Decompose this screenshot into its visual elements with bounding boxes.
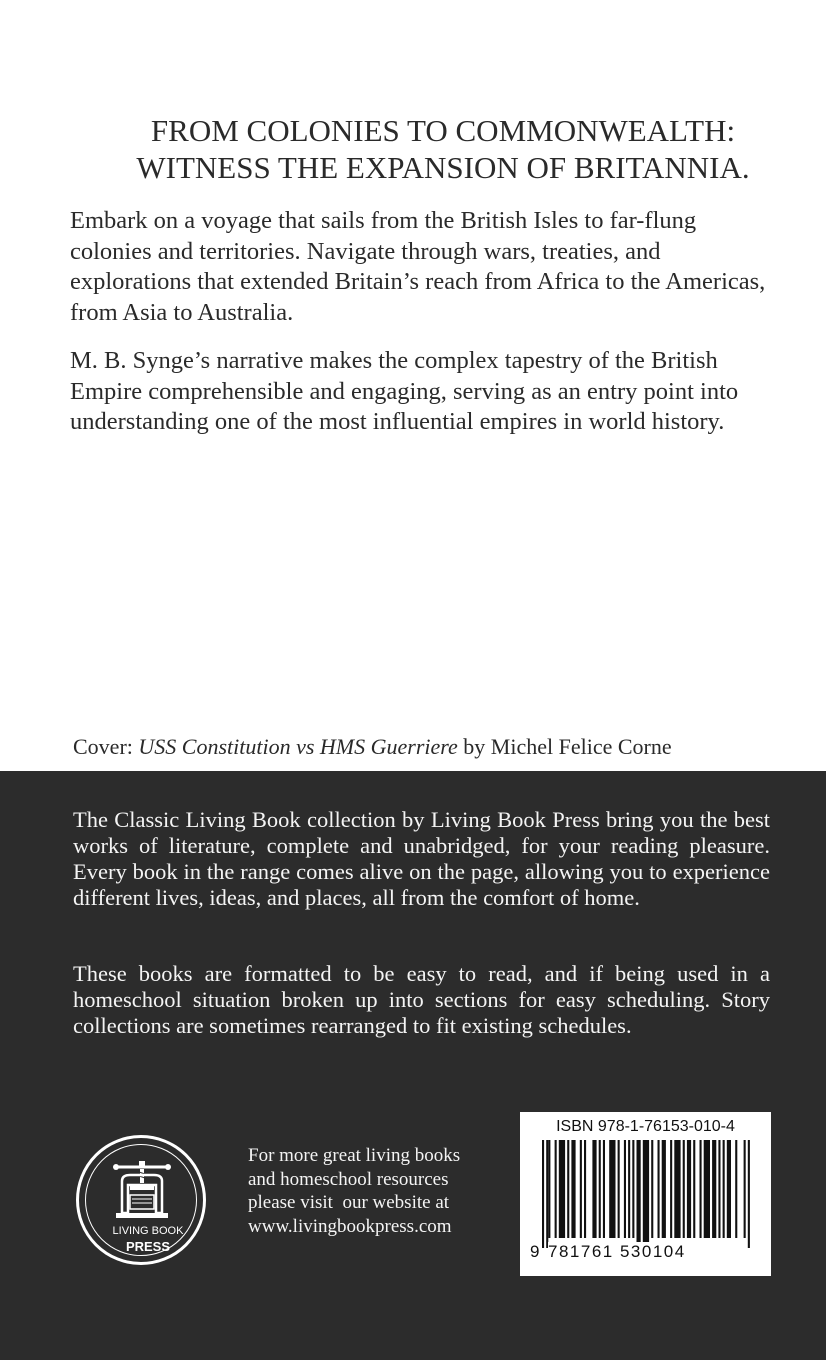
barcode-bar — [567, 1140, 569, 1238]
isbn-barcode — [520, 1112, 771, 1276]
barcode-bar — [723, 1140, 725, 1238]
barcode-bar — [727, 1140, 731, 1238]
barcode-bar — [555, 1140, 557, 1238]
logo-text-line-1: LIVING BOOK — [112, 1225, 184, 1237]
barcode-bar — [624, 1140, 626, 1238]
barcode-bar — [670, 1140, 672, 1238]
isbn-label: ISBN 978-1-76153-010-4 — [556, 1118, 735, 1135]
back-cover-bottom — [0, 771, 826, 1360]
logo-text-line-2: PRESS — [125, 1239, 171, 1254]
barcode-bar — [674, 1140, 680, 1238]
publisher-logo — [76, 1135, 206, 1265]
barcode-bar — [584, 1140, 586, 1238]
visit-line-3: please visit our website at — [248, 1192, 450, 1213]
description-paragraph-2: M. B. Synge’s narrative makes the complex tapestry of the British Empire comprehensible and engaging, serving as an entry point into understanding one of the most influential empires in world history. — [70, 347, 739, 435]
headline-line-2: WITNESS THE EXPANSION OF BRITANNIA. — [136, 150, 750, 185]
headline-line-1: FROM COLONIES TO COMMONWEALTH: — [150, 113, 736, 148]
barcode-bar — [683, 1140, 685, 1238]
barcode-bar — [744, 1140, 746, 1238]
cover-credit-prefix: Cover: — [73, 734, 139, 759]
barcode-bar — [704, 1140, 710, 1238]
barcode-bars — [534, 1140, 758, 1252]
description-paragraph-1: Embark on a voyage that sails from the British Isles to far-flung colonies and territories. Navigate through wars, treaties, and explorations that extended Britain’s reach from Africa to the Americas, from Asia to Australia. — [70, 207, 766, 326]
book-press-icon — [110, 1161, 174, 1223]
barcode-bar — [580, 1140, 582, 1238]
website-invitation — [248, 1144, 488, 1238]
barcode-digits: 781761 530104 — [548, 1242, 686, 1261]
barcode-bar — [546, 1140, 548, 1248]
logo-inner-ring — [85, 1144, 197, 1256]
cover-credit-suffix: by Michel Felice Corne — [457, 734, 672, 759]
barcode-bar — [693, 1140, 695, 1238]
cover-credit — [73, 733, 672, 761]
barcode-bar — [609, 1140, 615, 1238]
barcode-bar — [618, 1140, 620, 1238]
barcode-bar — [643, 1140, 649, 1248]
barcode-bar — [748, 1140, 750, 1248]
cover-credit-title: USS Constitution vs HMS Guerriere — [138, 734, 458, 759]
barcode-bar — [662, 1140, 666, 1238]
visit-line-1: For more great living books — [248, 1145, 461, 1166]
barcode-bar — [718, 1140, 720, 1238]
barcode-bar — [687, 1140, 691, 1238]
visit-line-2: and homeschool resources — [248, 1168, 449, 1190]
website-url: www.livingbookpress.com — [248, 1215, 452, 1237]
publisher-blurb-paragraph-1: The Classic Living Book collection by Living Book Press bring you the best works of literature, complete and unabridged, for your reading pleasure. Every book in the range comes alive on the page, allowing you to experience different lives, ideas, and places, all from the comfort of home. — [73, 807, 770, 910]
barcode-bar — [632, 1140, 634, 1238]
barcode-bar — [712, 1140, 716, 1238]
barcode-bar — [628, 1140, 630, 1238]
publisher-blurb-paragraph-2: These books are formatted to be easy to read, and if being used in a homeschool situation broken up into sections for easy scheduling. Story collections are sometimes rearranged to fit existing schedules. — [73, 961, 770, 1038]
barcode-first-digit: 9 — [530, 1242, 540, 1261]
barcode-bar — [637, 1140, 641, 1248]
barcode-bar — [735, 1140, 737, 1238]
barcode-bar — [542, 1140, 544, 1248]
barcode-bar — [603, 1140, 605, 1238]
barcode-bar — [592, 1140, 596, 1238]
barcode-bar — [658, 1140, 660, 1238]
barcode-bar — [651, 1140, 653, 1238]
headline — [0, 112, 826, 186]
barcode-bar — [571, 1140, 575, 1238]
barcode-bar — [700, 1140, 702, 1238]
barcode-bar — [548, 1140, 550, 1238]
barcode-bar — [599, 1140, 601, 1238]
barcode-bar — [559, 1140, 565, 1238]
